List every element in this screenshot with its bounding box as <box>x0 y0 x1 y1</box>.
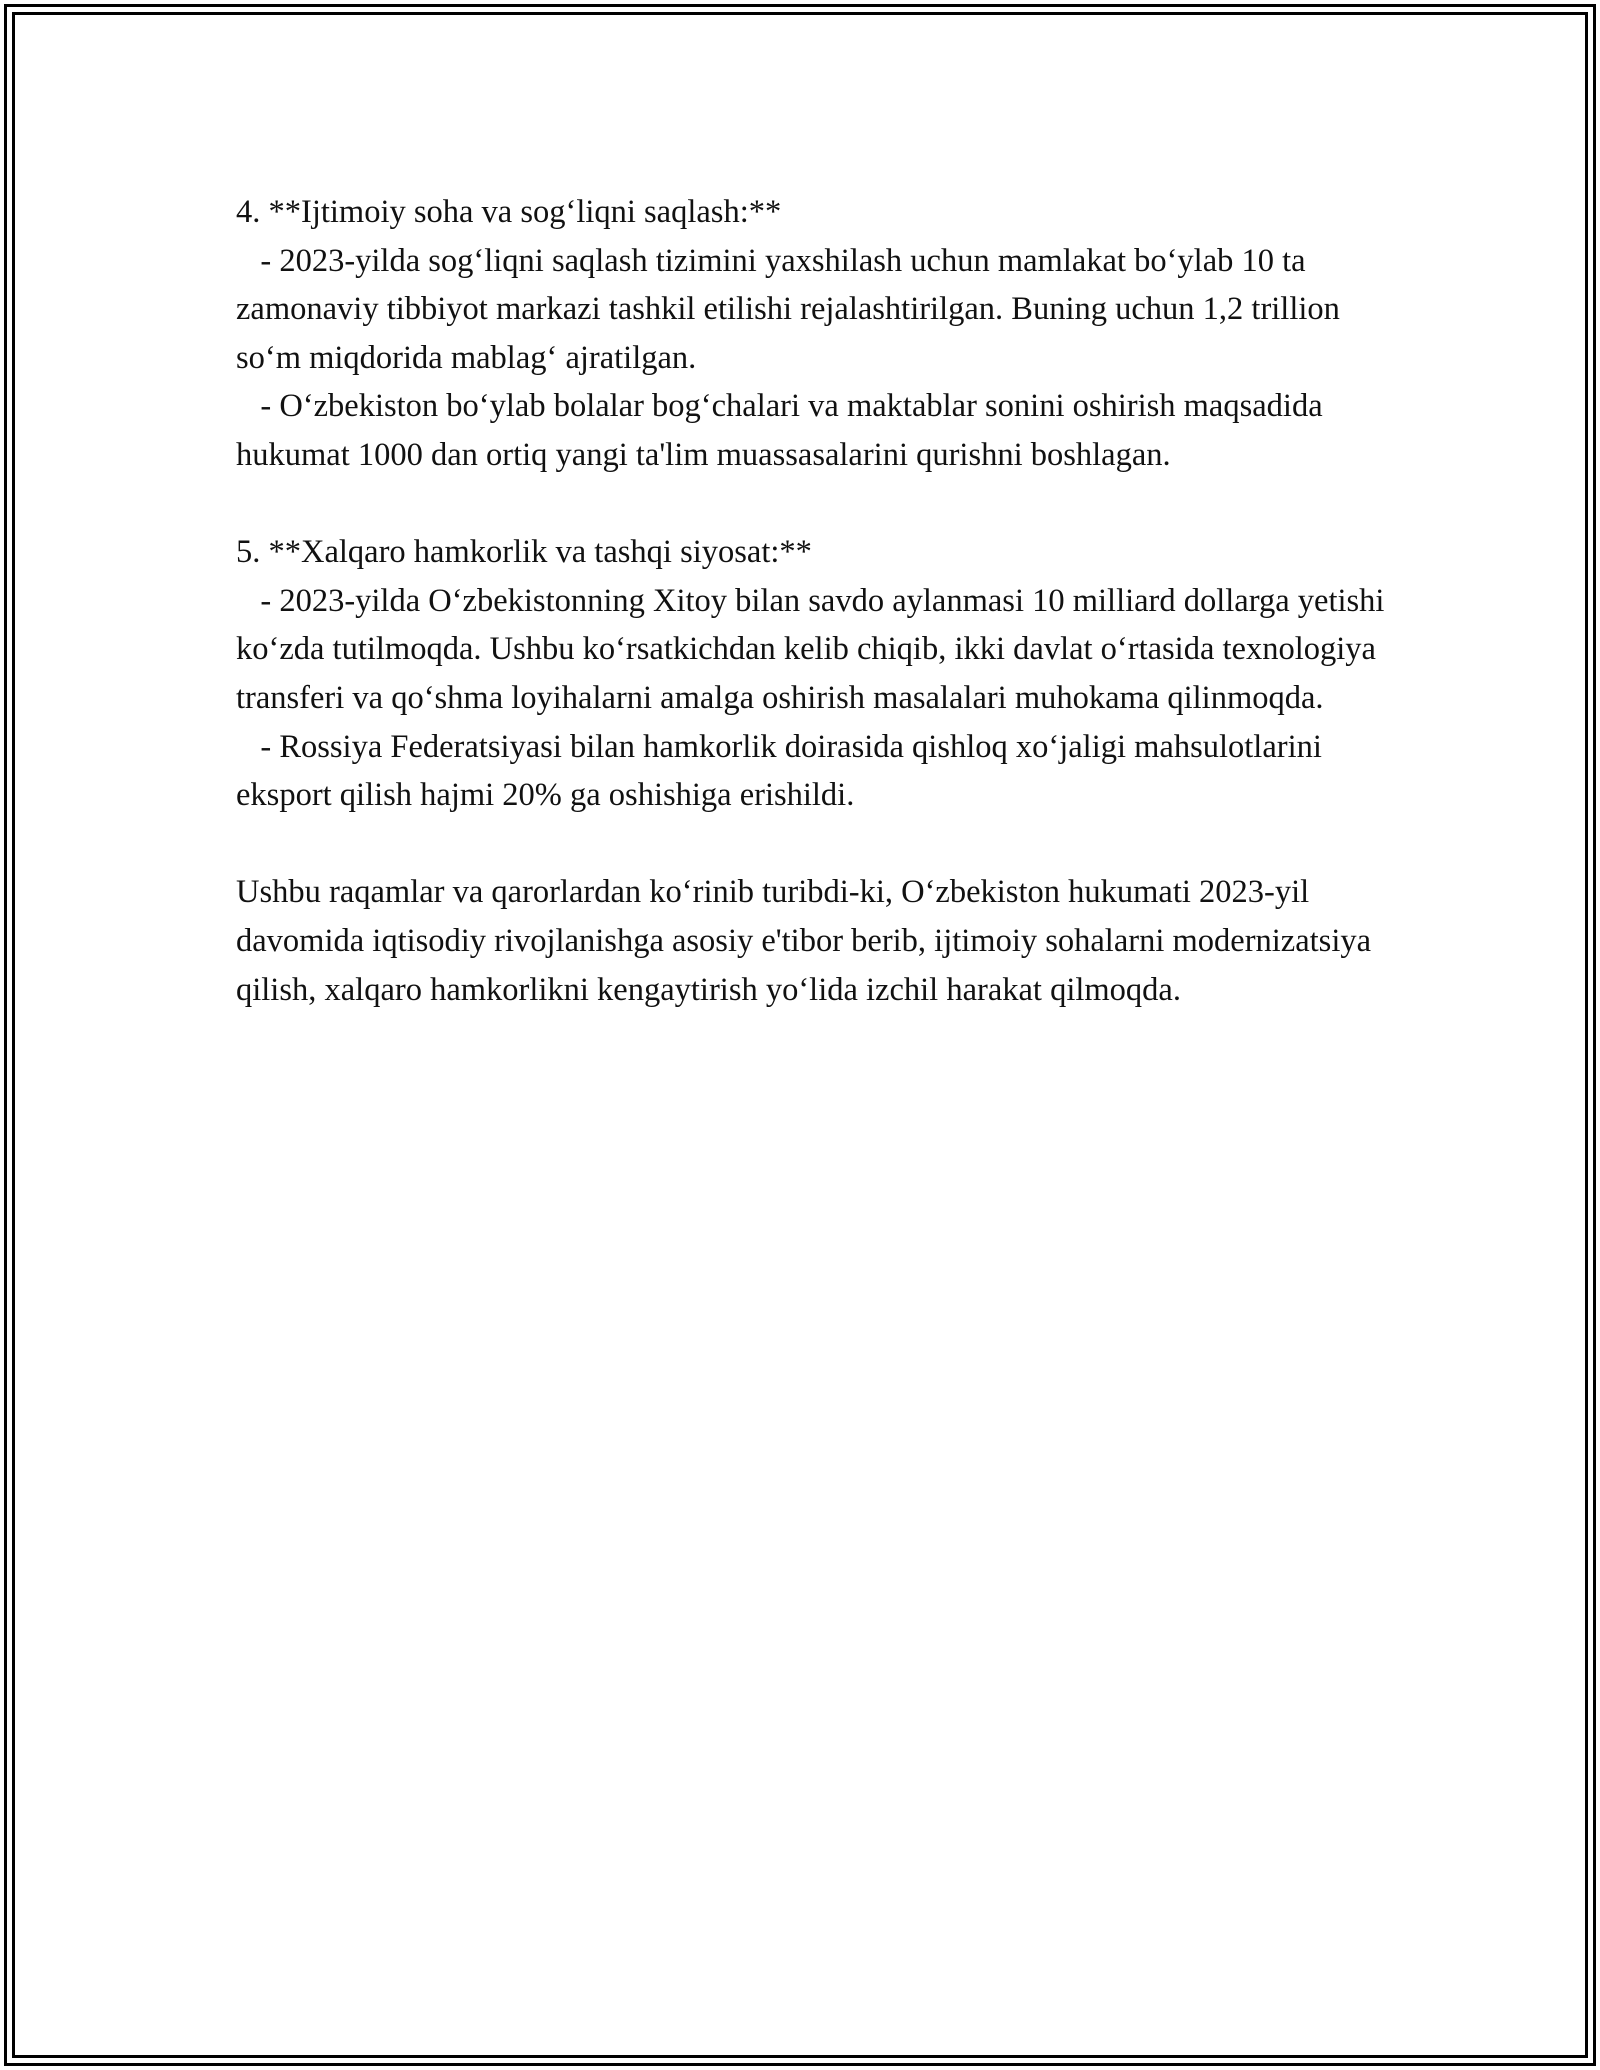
paragraph-spacer <box>236 820 1386 869</box>
section-4-heading: 4. **Ijtimoiy soha va sog‘liqni saqlash:** <box>236 194 782 230</box>
section-5-bullet-1: - 2023-yilda O‘zbekistonning Xitoy bilan savdo aylanmasi 10 milliard dollarga yetishi ko‘zda tutilmoqda. Ushbu ko‘rsatkichdan kelib chiqib, ikki davlat o‘rtasida texnologiya transferi va qo‘shma loyihalarni amalga oshirish masalalari muhokama qilinmoqda. <box>236 582 1393 716</box>
paragraph-spacer <box>236 480 1386 529</box>
document-body <box>236 188 1393 1014</box>
section-4-bullet-1: - 2023-yilda sog‘liqni saqlash tizimini yaxshilash uchun mamlakat bo‘ylab 10 ta zamonaviy tibbiyot markazi tashkil etilishi rejalashtirilgan. Buning uchun 1,2 trillion so‘m miqdorida mablag‘ ajratilgan. <box>236 242 1349 376</box>
section-5-bullet-2: - Rossiya Federatsiyasi bilan hamkorlik doirasida qishloq xo‘jaligi mahsulotlarini eksport qilish hajmi 20% ga oshishiga erishildi. <box>236 728 1331 814</box>
conclusion-paragraph: Ushbu raqamlar va qarorlardan ko‘rinib turibdi-ki, O‘zbekiston hukumati 2023-yil davomida iqtisodiy rivojlanishga asosiy e'tibor berib, ijtimoiy sohalarni modernizatsiya qilish, xalqaro hamkorlikni kengaytirish yo‘lida izchil harakat qilmoqda. <box>236 874 1380 1008</box>
section-5-heading: 5. **Xalqaro hamkorlik va tashqi siyosat:** <box>236 534 812 571</box>
section-4-bullet-2: - O‘zbekiston bo‘ylab bolalar bog‘chalari va maktablar sonini oshirish maqsadida hukumat 1000 dan ortiq yangi ta'lim muassasalarini qurishni boshlagan. <box>236 388 1331 473</box>
